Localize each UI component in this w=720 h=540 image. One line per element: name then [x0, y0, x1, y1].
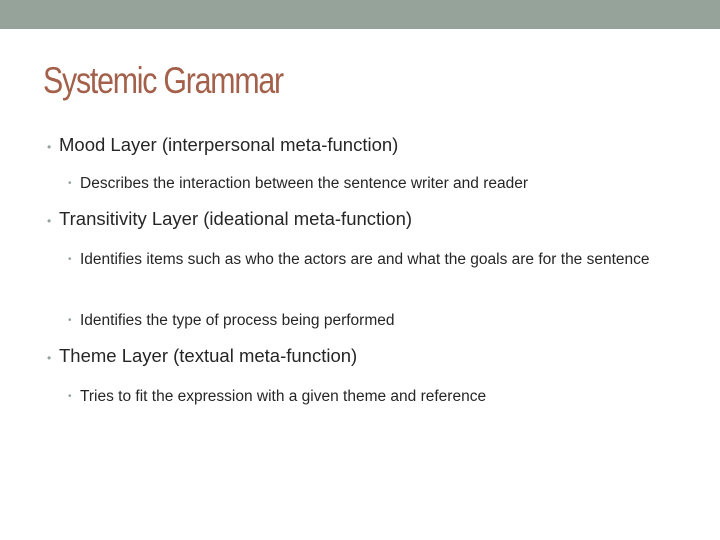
bullet-mood-layer: Mood Layer (interpersonal meta-function): [59, 134, 399, 155]
sub-bullet-icon: •: [68, 254, 72, 265]
bullet-icon: •: [47, 214, 52, 228]
bullet-icon: •: [47, 351, 52, 365]
sub-bullet-icon: •: [68, 315, 72, 326]
slide-title: Systemic Grammar: [43, 60, 283, 101]
sub-bullet-theme-description: Tries to fit the expression with a given theme and reference: [80, 388, 487, 405]
sub-bullet-icon: •: [68, 178, 72, 189]
sub-bullet-mood-description: Describes the interaction between the sentence writer and reader: [80, 175, 529, 192]
bullet-icon: •: [47, 140, 52, 154]
top-accent-band: [0, 0, 720, 29]
bullet-theme-layer: Theme Layer (textual meta-function): [59, 345, 358, 366]
sub-bullet-icon: •: [68, 391, 72, 402]
sub-bullet-transitivity-actors: Identifies items such as who the actors are and what the goals are for the sentence: [80, 251, 650, 268]
bullet-transitivity-layer: Transitivity Layer (ideational meta-function): [59, 208, 413, 229]
sub-bullet-transitivity-process: Identifies the type of process being performed: [80, 312, 395, 329]
